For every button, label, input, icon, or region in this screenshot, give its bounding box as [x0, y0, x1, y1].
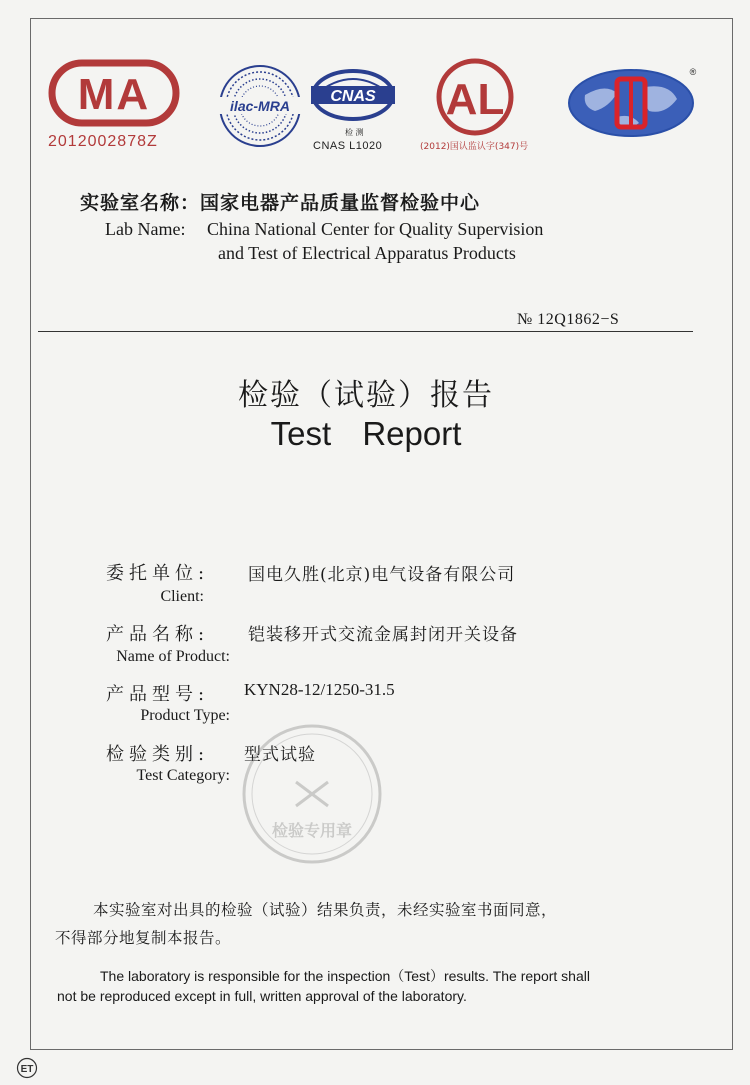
cal-logo [432, 57, 518, 137]
test-category-value: 型式试验 [244, 745, 316, 765]
test-category-label-en: Test Category: [136, 767, 230, 784]
cal-logo-text: AL [445, 75, 505, 124]
corner-mark-text: ET [20, 1064, 34, 1075]
product-type-value: KYN28-12/1250-31.5 [244, 680, 395, 699]
title-cn: 检验（试验）报告 [238, 378, 494, 413]
report-number: № 12Q1862−S [517, 311, 620, 328]
product-name-label-cn: 产品名称: [106, 624, 210, 645]
cma-code: 2012002878Z [48, 133, 158, 150]
page-border [30, 18, 733, 1050]
cnas-logo [305, 65, 400, 127]
registered-mark: ® [689, 67, 697, 77]
client-label-en: Client: [160, 588, 204, 605]
product-type-label-en: Product Type: [140, 707, 230, 724]
cnas-code: CNAS L1020 [313, 140, 383, 152]
seal-text: 检验专用章 [271, 821, 353, 840]
client-label-cn: 委托单位: [106, 563, 210, 584]
product-name-label-en: Name of Product: [116, 648, 230, 665]
disclaimer-cn-line2: 不得部分地复制本报告。 [55, 929, 232, 947]
client-value: 国电久胜(北京)电气设备有限公司 [248, 565, 516, 585]
lab-name-en-line2: and Test of Electrical Apparatus Products [218, 243, 516, 263]
disclaimer-en-line2: not be reproduced except in full, written approval of the laboratory. [57, 988, 467, 1004]
cnas-sub-text: 检 测 [345, 128, 364, 137]
disclaimer-cn-line1: 本实验室对出具的检验（试验）结果负责，未经实验室书面同意， [93, 901, 558, 919]
cnas-logo-text: CNAS [330, 88, 376, 105]
header-divider [38, 331, 693, 332]
cma-logo [48, 55, 180, 133]
lab-name-label: Lab Name: [105, 219, 186, 239]
title-en: Test Report [270, 415, 462, 452]
product-name-value: 铠装移开式交流金属封闭开关设备 [248, 625, 518, 645]
cal-code: (2012)国认监认字(347)号 [420, 142, 529, 152]
cma-logo-text: MA [77, 70, 151, 119]
inspection-seal-stamp [238, 720, 386, 868]
product-type-label-cn: 产品型号: [106, 684, 210, 705]
corner-mark-logo [16, 1057, 38, 1079]
disclaimer-en-line1: The laboratory is responsible for the inspection（Test）results. The report shall [100, 968, 590, 984]
ilac-mra-logo [214, 63, 306, 149]
lab-name-cn: 实验室名称：国家电器产品质量监督检验中心 [80, 192, 481, 214]
test-category-label-cn: 检验类别: [106, 744, 210, 765]
globe-logo [565, 65, 701, 139]
ilac-logo-text: ilac-MRA [230, 98, 290, 114]
lab-name-en-line1: China National Center for Quality Supervision [207, 219, 544, 239]
